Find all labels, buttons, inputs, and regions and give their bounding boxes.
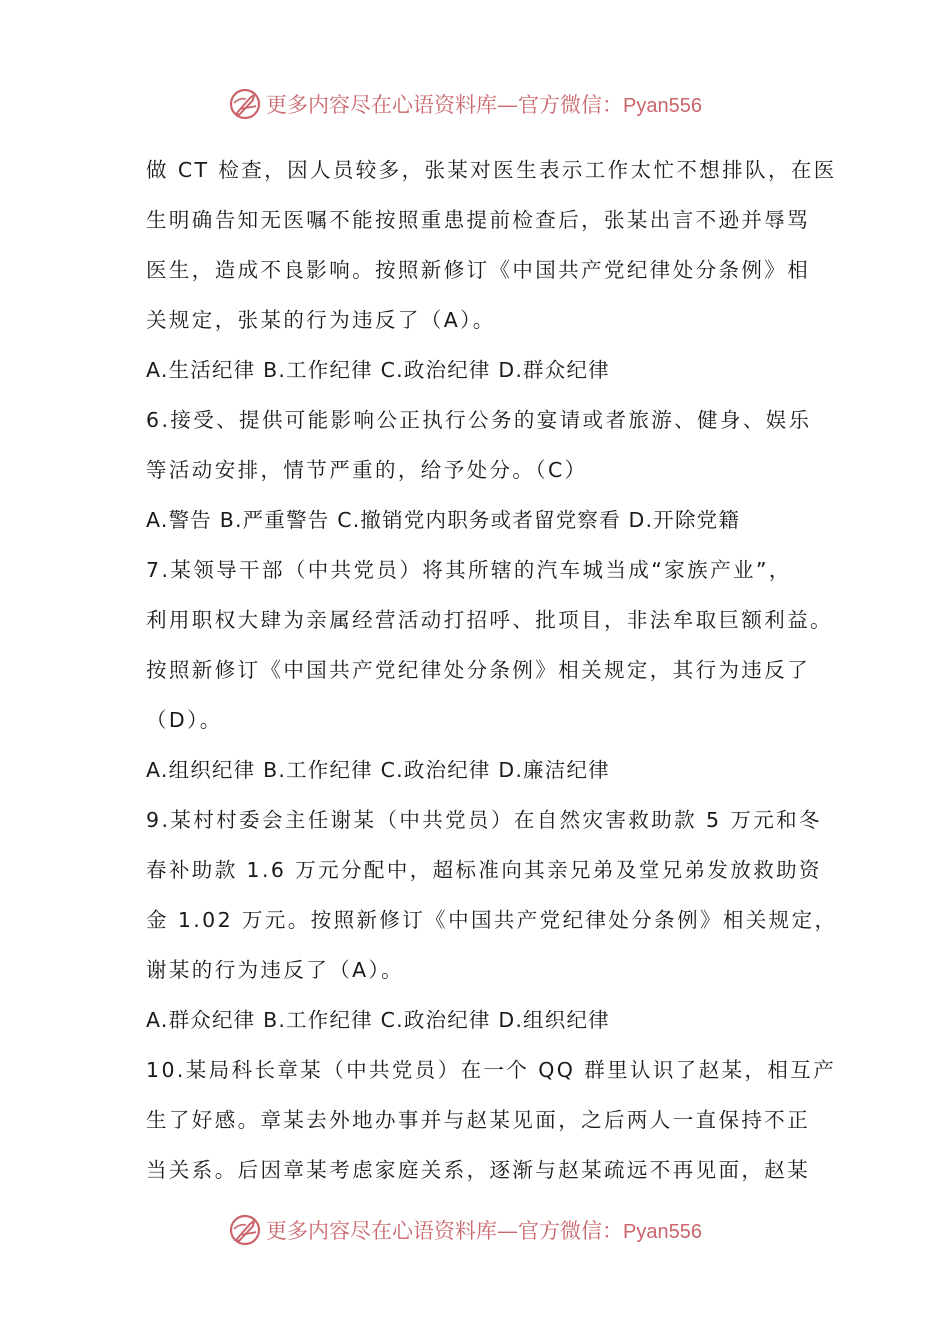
pen-nib-logo-icon [228,1213,262,1247]
options-line: A.生活纪律 B.工作纪律 C.政治纪律 D.群众纪律 [146,358,610,382]
options-line: A.群众纪律 B.工作纪律 C.政治纪律 D.组织纪律 [146,1008,610,1032]
watermark-text: 更多内容尽在心语资料库—官方微信：Pyan556 [266,1219,702,1243]
text-line: （D）。 [146,708,223,732]
text-line: 当关系。后因章某考虑家庭关系，逐渐与赵某疏远不再见面，赵某 [146,1158,811,1182]
text-line: 等活动安排，情节严重的，给予处分。（C） [146,458,588,482]
watermark-handle: Pyan556 [623,1221,702,1243]
question-line: 9.某村村委会主任谢某（中共党员）在自然灾害救助款 5 万元和冬 [146,808,822,832]
footer-watermark [228,1212,702,1248]
text-line: 谢某的行为违反了（A）。 [146,958,405,982]
pen-nib-logo-icon [228,87,262,121]
text-line: 按照新修订《中国共产党纪律处分条例》相关规定，其行为违反了 [146,658,811,682]
text-line: 生了好感。章某去外地办事并与赵某见面，之后两人一直保持不正 [146,1108,811,1132]
text-line: 医生，造成不良影响。按照新修订《中国共产党纪律处分条例》相 [146,258,811,282]
watermark-text: 更多内容尽在心语资料库—官方微信：Pyan556 [266,93,702,117]
text-line: 生明确告知无医嘱不能按照重患提前检查后，张某出言不逊并辱骂 [146,208,811,232]
document-body [146,145,838,1195]
text-line: 金 1.02 万元。按照新修订《中国共产党纪律处分条例》相关规定， [146,908,838,932]
question-line: 10.某局科长章某（中共党员）在一个 QQ 群里认识了赵某，相互产 [146,1058,837,1082]
question-line: 7.某领导干部（中共党员）将其所辖的汽车城当成“家族产业”， [146,558,792,582]
text-line: 做 CT 检查，因人员较多，张某对医生表示工作太忙不想排队，在医 [146,158,837,182]
text-line: 春补助款 1.6 万元分配中，超标准向其亲兄弟及堂兄弟发放救助资 [146,858,822,882]
text-line: 利用职权大肆为亲属经营活动打招呼、批项目，非法牟取巨额利益。 [146,608,833,632]
watermark-handle: Pyan556 [623,95,702,117]
options-line: A.组织纪律 B.工作纪律 C.政治纪律 D.廉洁纪律 [146,758,610,782]
text-line: 关规定，张某的行为违反了（A）。 [146,308,496,332]
options-line: A.警告 B.严重警告 C.撤销党内职务或者留党察看 D.开除党籍 [146,508,741,532]
header-watermark [228,86,702,122]
question-line: 6.接受、提供可能影响公正执行公务的宴请或者旅游、健身、娱乐 [146,408,812,432]
